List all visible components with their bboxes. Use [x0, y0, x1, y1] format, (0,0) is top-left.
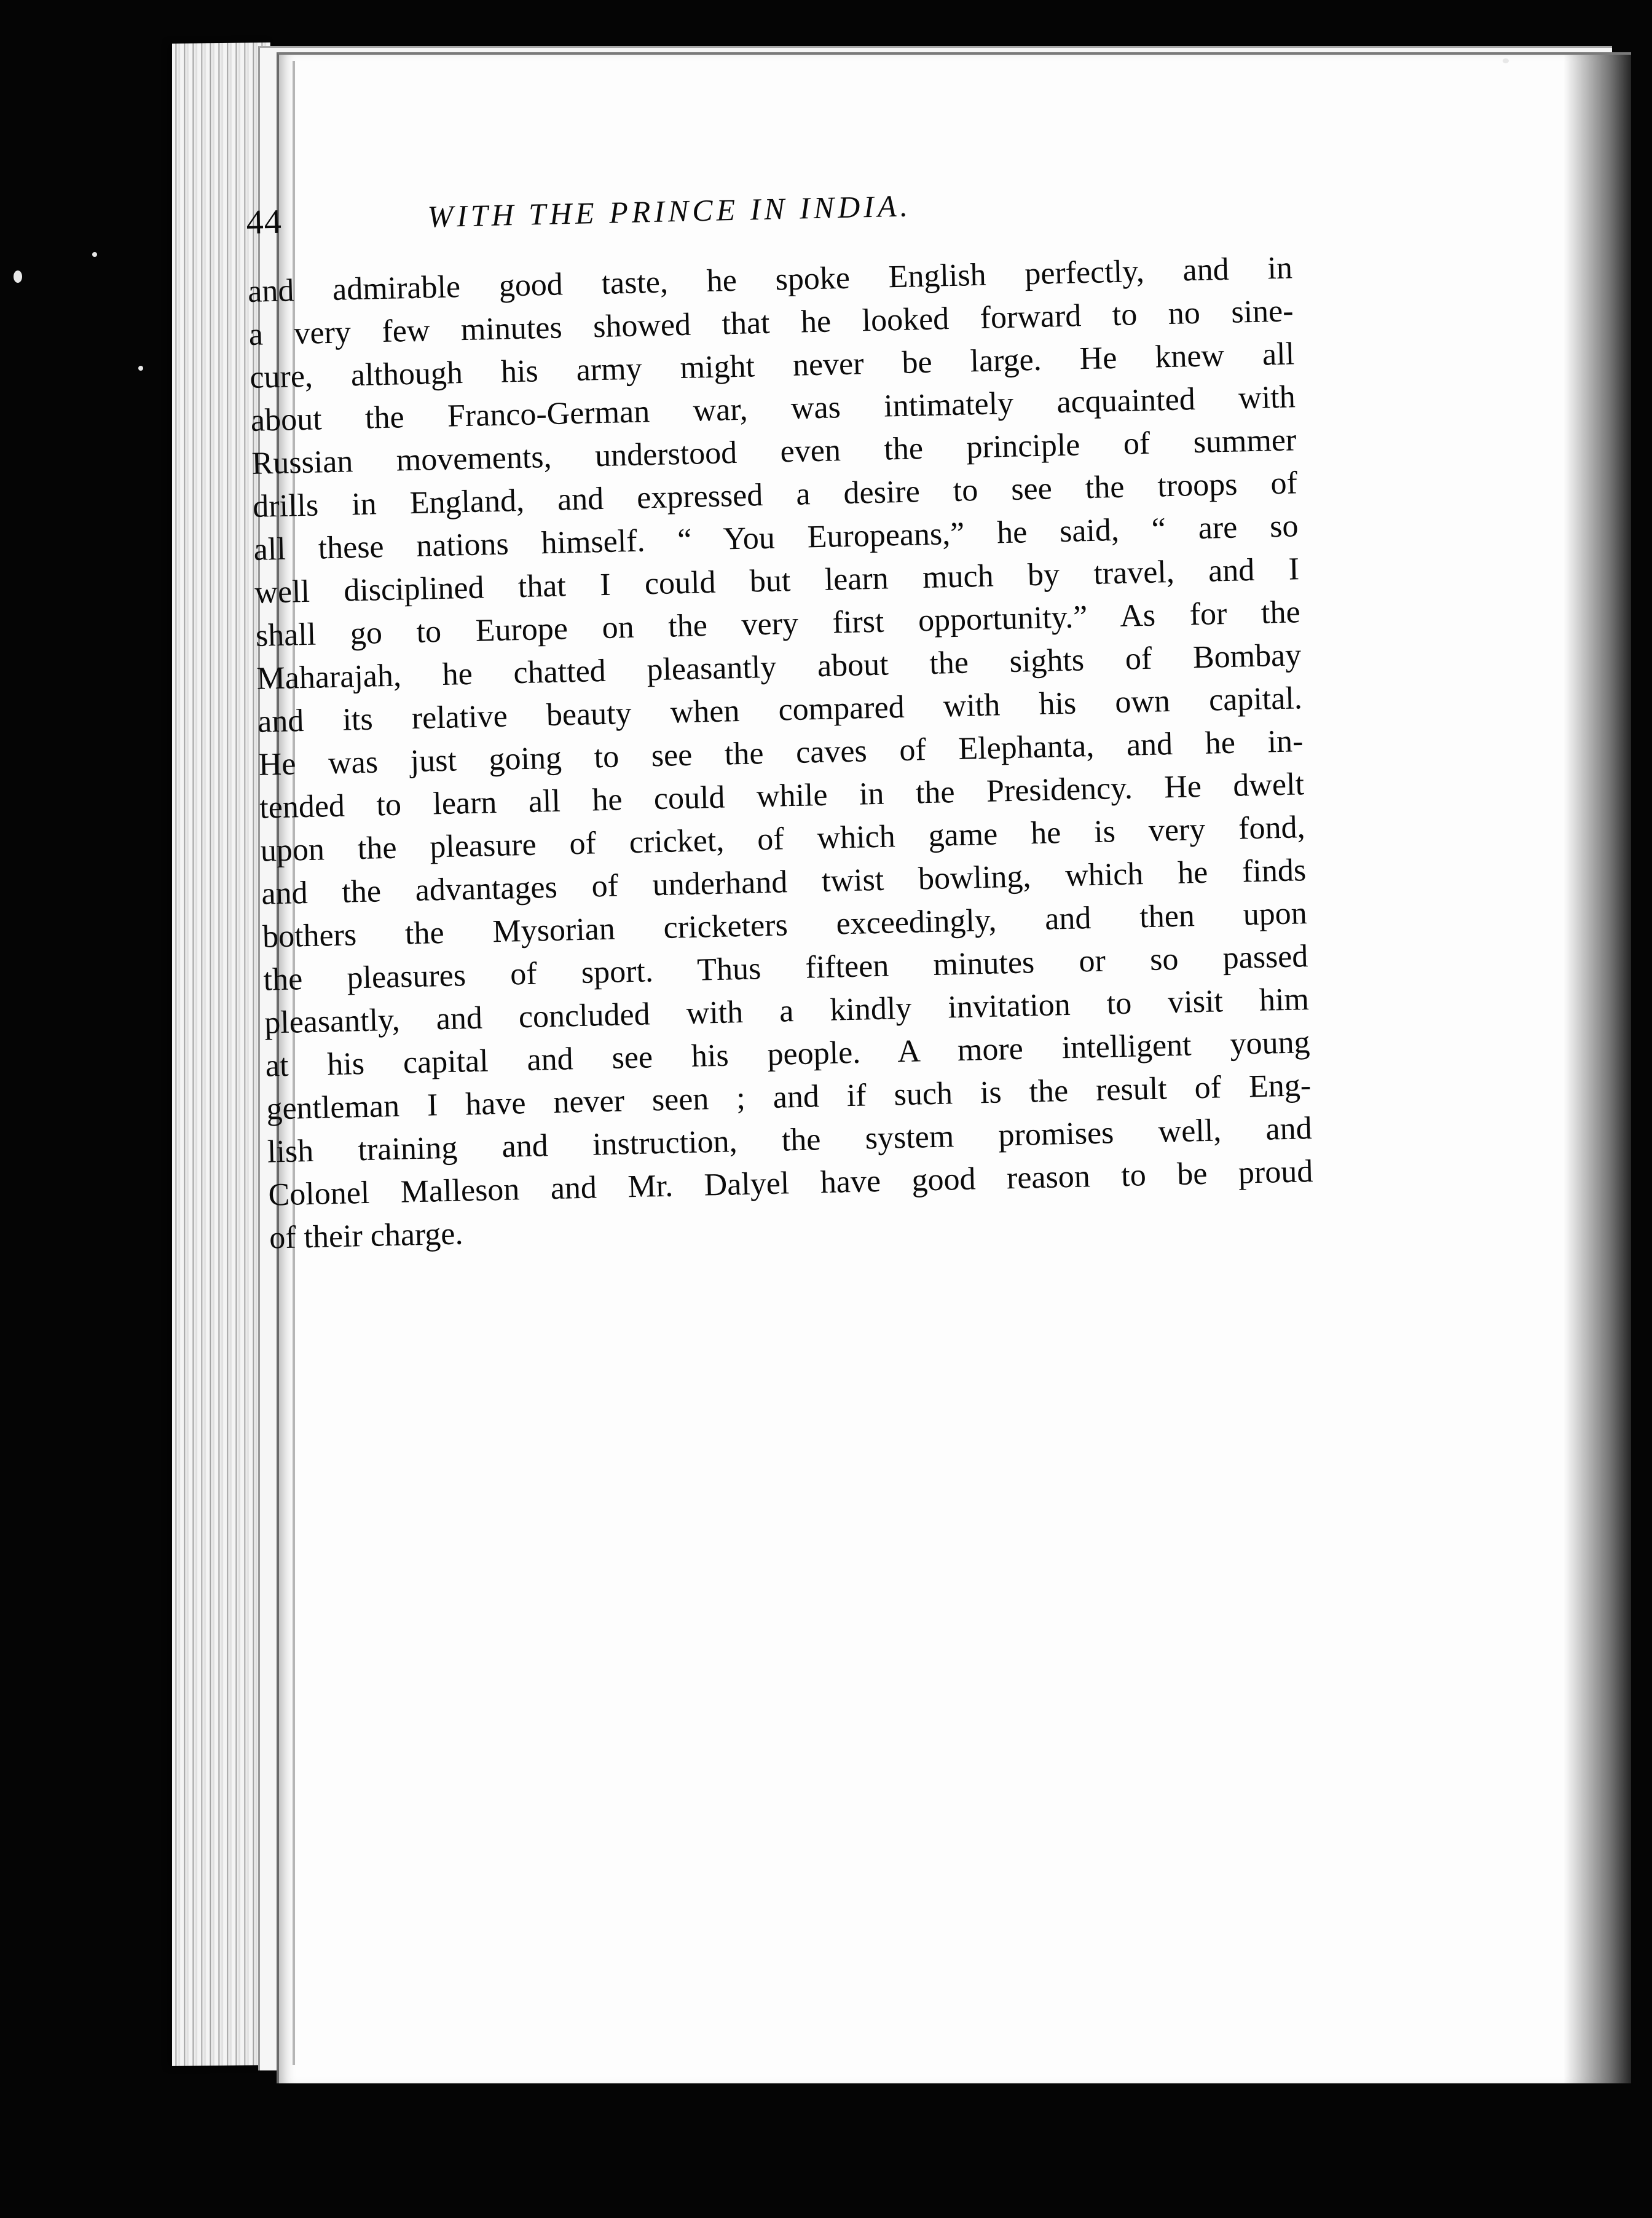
text-line: all these nations himself. “ You Europeans,” he said, “ are so	[253, 508, 1299, 567]
text-line: well disciplined that I could but learn much by travel, and I	[254, 551, 1300, 610]
text-line: cure, although his army might never be large. He knew all	[249, 336, 1295, 395]
page-text-block	[246, 179, 1315, 1260]
text-line: pleasantly, and concluded with a kindly invitation to visit him	[264, 982, 1310, 1041]
running-head: WITH THE PRINCE IN INDIA.	[427, 188, 912, 234]
page-number: 44	[246, 202, 283, 242]
text-line: lish training and instruction, the system promises well, and	[267, 1111, 1313, 1170]
text-line: Russian movements, understood even the principle of summer	[251, 422, 1297, 481]
text-line: of their charge.	[269, 1216, 464, 1256]
text-line: a very few minutes showed that he looked forward to no sine-	[248, 293, 1294, 352]
text-line: upon the pleasure of cricket, of which game he is very fond,	[260, 810, 1306, 869]
dust-speck	[138, 366, 143, 371]
text-line: Colonel Malleson and Mr. Dalyel have good reason to be proud	[267, 1154, 1313, 1213]
text-line: gentleman I have never seen ; and if such is the result of Eng-	[266, 1068, 1312, 1127]
text-line: about the Franco-German war, was intimately acquainted with	[250, 379, 1296, 438]
text-line: and its relative beauty when compared with his own capital.	[257, 681, 1303, 740]
dust-speck	[14, 270, 22, 283]
gutter-shadow	[1564, 55, 1631, 2083]
dust-speck	[1503, 58, 1509, 63]
text-line: Maharajah, he chatted pleasantly about the sights of Bombay	[256, 637, 1302, 697]
text-line: drills in England, and expressed a desire to see the troops of	[252, 465, 1298, 524]
text-line: and the advantages of underhand twist bowling, which he finds	[261, 853, 1307, 912]
text-line: shall go to Europe on the very first opportunity.” As for the	[255, 594, 1301, 653]
body-paragraph	[247, 247, 1314, 1260]
text-line: and admirable good taste, he spoke English perfectly, and in	[247, 250, 1293, 309]
text-line: the pleasures of sport. Thus fifteen minutes or so passed	[263, 939, 1308, 998]
text-line: tended to learn all he could while in the Presidency. He dwelt	[259, 767, 1305, 826]
text-line: bothers the Mysorian cricketers exceedingly, and then upon	[262, 896, 1308, 955]
dust-speck	[92, 252, 97, 257]
text-line: He was just going to see the caves of Elephanta, and he in-	[258, 724, 1304, 783]
text-line: at his capital and see his people. A more intelligent young	[265, 1025, 1311, 1084]
